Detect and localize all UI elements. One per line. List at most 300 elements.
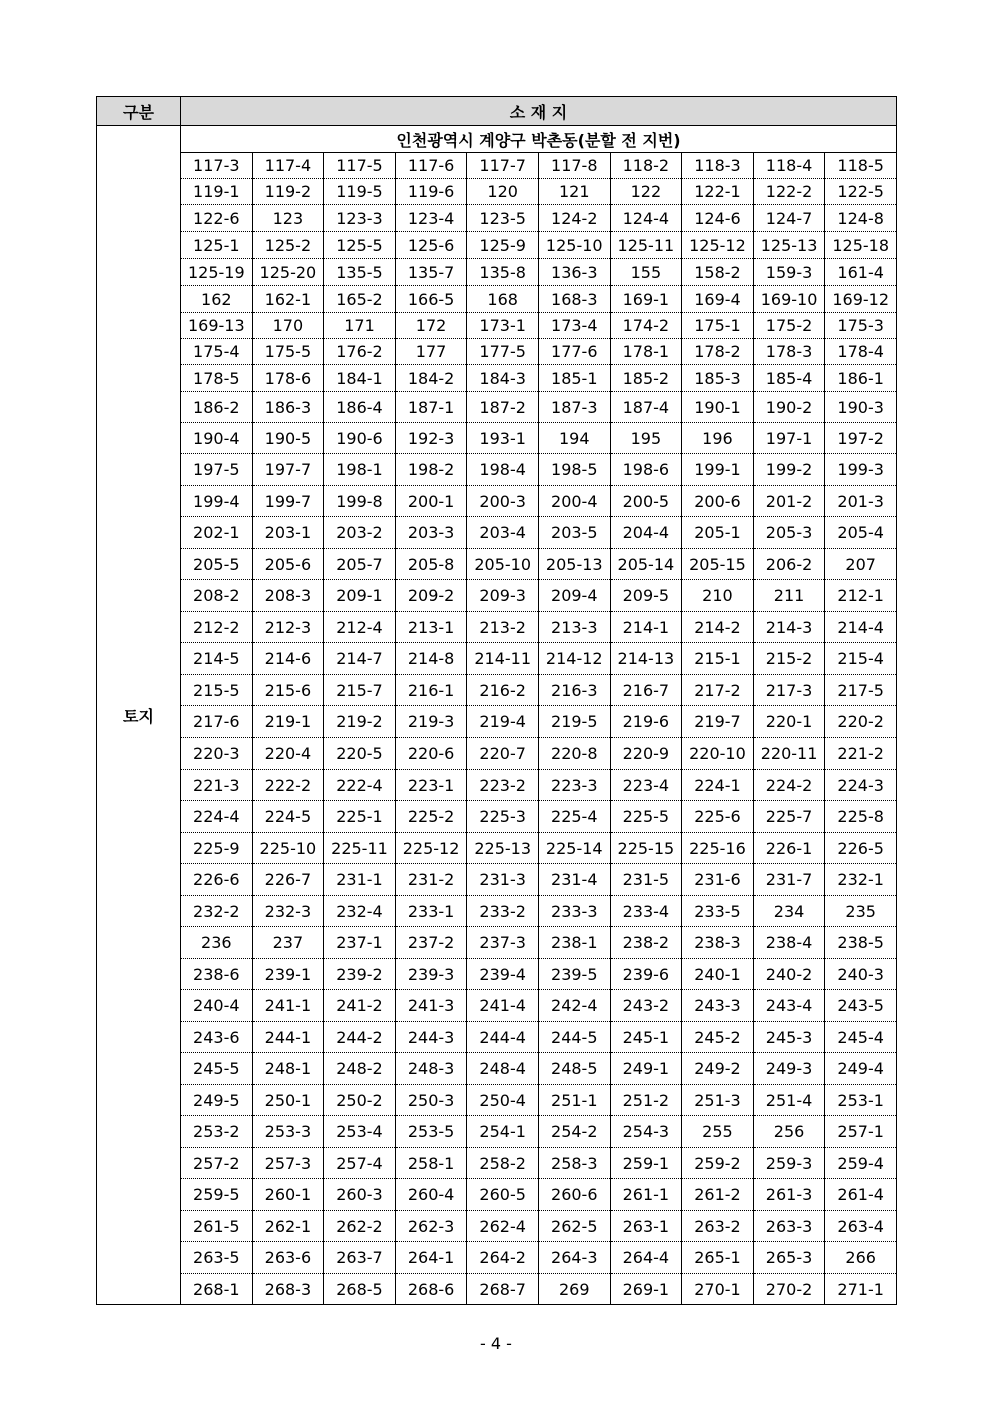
parcel-number-cell: 203-4 bbox=[467, 517, 539, 549]
parcel-number-cell: 251-4 bbox=[753, 1085, 825, 1116]
parcel-number-cell: 214-11 bbox=[467, 643, 539, 675]
parcel-number-cell: 136-3 bbox=[538, 259, 610, 286]
parcel-number-cell: 203-2 bbox=[324, 517, 396, 549]
parcel-number-cell: 213-1 bbox=[395, 612, 467, 643]
parcel-number-cell: 214-12 bbox=[538, 643, 610, 675]
parcel-number-cell: 212-1 bbox=[825, 580, 897, 612]
parcel-number-cell: 225-7 bbox=[753, 801, 825, 833]
parcel-number-cell: 216-2 bbox=[467, 675, 539, 706]
parcel-number-cell: 225-10 bbox=[252, 833, 324, 864]
parcel-number-cell: 271-1 bbox=[825, 1274, 897, 1305]
parcel-number-cell: 265-1 bbox=[682, 1242, 754, 1274]
parcel-number-cell: 225-14 bbox=[538, 833, 610, 864]
parcel-number-cell: 203-1 bbox=[252, 517, 324, 549]
parcel-number-cell: 232-1 bbox=[825, 864, 897, 896]
parcel-number-cell: 238-5 bbox=[825, 927, 897, 959]
parcel-number-cell: 237 bbox=[252, 927, 324, 959]
parcel-number-cell: 177-5 bbox=[467, 339, 539, 365]
parcel-number-cell: 231-7 bbox=[753, 864, 825, 896]
parcel-number-cell: 223-2 bbox=[467, 770, 539, 801]
parcel-number-cell: 124-8 bbox=[825, 205, 897, 232]
parcel-number-cell: 208-3 bbox=[252, 580, 324, 612]
parcel-number-cell: 243-3 bbox=[682, 990, 754, 1022]
parcel-number-cell: 243-5 bbox=[825, 990, 897, 1022]
parcel-number-cell: 216-7 bbox=[610, 675, 682, 706]
parcel-number-cell: 135-8 bbox=[467, 259, 539, 286]
parcel-number-cell: 124-6 bbox=[682, 205, 754, 232]
parcel-number-cell: 177 bbox=[395, 339, 467, 365]
parcel-number-cell: 184-3 bbox=[467, 365, 539, 392]
parcel-number-cell: 259-5 bbox=[181, 1179, 253, 1211]
table-row bbox=[97, 833, 897, 864]
parcel-number-cell: 178-3 bbox=[753, 339, 825, 365]
parcel-number-cell: 186-2 bbox=[181, 392, 253, 423]
parcel-number-cell: 261-2 bbox=[682, 1179, 754, 1211]
table-row bbox=[97, 1053, 897, 1085]
parcel-number-cell: 190-2 bbox=[753, 392, 825, 423]
parcel-number-cell: 185-3 bbox=[682, 365, 754, 392]
parcel-number-cell: 123-3 bbox=[324, 205, 396, 232]
parcel-number-cell: 245-2 bbox=[682, 1022, 754, 1053]
parcel-number-cell: 119-2 bbox=[252, 179, 324, 205]
parcel-number-cell: 209-4 bbox=[538, 580, 610, 612]
table-row bbox=[97, 1274, 897, 1305]
parcel-number-cell: 178-6 bbox=[252, 365, 324, 392]
parcel-number-cell: 203-5 bbox=[538, 517, 610, 549]
parcel-number-cell: 217-3 bbox=[753, 675, 825, 706]
parcel-number-cell: 216-3 bbox=[538, 675, 610, 706]
parcel-number-cell: 239-1 bbox=[252, 959, 324, 990]
parcel-number-cell: 248-4 bbox=[467, 1053, 539, 1085]
parcel-number-cell: 178-1 bbox=[610, 339, 682, 365]
parcel-number-cell: 168-3 bbox=[538, 286, 610, 313]
parcel-number-cell: 173-4 bbox=[538, 313, 610, 339]
parcel-number-cell: 225-12 bbox=[395, 833, 467, 864]
parcel-number-cell: 253-5 bbox=[395, 1116, 467, 1148]
parcel-number-cell: 205-13 bbox=[538, 549, 610, 580]
parcel-number-cell: 261-1 bbox=[610, 1179, 682, 1211]
parcel-number-cell: 225-6 bbox=[682, 801, 754, 833]
parcel-number-cell: 249-1 bbox=[610, 1053, 682, 1085]
parcel-number-cell: 259-2 bbox=[682, 1148, 754, 1179]
parcel-number-cell: 185-2 bbox=[610, 365, 682, 392]
parcel-number-cell: 168 bbox=[467, 286, 539, 313]
parcel-number-cell: 224-5 bbox=[252, 801, 324, 833]
parcel-number-cell: 224-3 bbox=[825, 770, 897, 801]
parcel-number-cell: 203-3 bbox=[395, 517, 467, 549]
parcel-number-cell: 215-7 bbox=[324, 675, 396, 706]
parcel-number-cell: 239-5 bbox=[538, 959, 610, 990]
parcel-number-cell: 262-1 bbox=[252, 1211, 324, 1242]
parcel-number-cell: 258-1 bbox=[395, 1148, 467, 1179]
parcel-number-cell: 244-1 bbox=[252, 1022, 324, 1053]
table-row bbox=[97, 643, 897, 675]
parcel-number-cell: 205-6 bbox=[252, 549, 324, 580]
parcel-number-cell: 238-4 bbox=[753, 927, 825, 959]
parcel-number-cell: 263-5 bbox=[181, 1242, 253, 1274]
table-row bbox=[97, 153, 897, 179]
parcel-number-cell: 199-3 bbox=[825, 454, 897, 486]
parcel-number-cell: 122 bbox=[610, 179, 682, 205]
parcel-number-cell: 248-3 bbox=[395, 1053, 467, 1085]
parcel-number-cell: 125-11 bbox=[610, 232, 682, 259]
table-row bbox=[97, 339, 897, 365]
parcel-number-cell: 237-1 bbox=[324, 927, 396, 959]
parcel-number-cell: 200-4 bbox=[538, 486, 610, 517]
parcel-number-cell: 219-1 bbox=[252, 706, 324, 738]
table-row bbox=[97, 990, 897, 1022]
parcel-number-cell: 205-7 bbox=[324, 549, 396, 580]
parcel-number-cell: 270-2 bbox=[753, 1274, 825, 1305]
parcel-number-cell: 200-1 bbox=[395, 486, 467, 517]
parcel-number-cell: 268-6 bbox=[395, 1274, 467, 1305]
parcel-number-cell: 169-4 bbox=[682, 286, 754, 313]
parcel-number-cell: 190-1 bbox=[682, 392, 754, 423]
parcel-number-cell: 253-2 bbox=[181, 1116, 253, 1148]
table-row bbox=[97, 392, 897, 423]
parcel-number-cell: 219-3 bbox=[395, 706, 467, 738]
parcel-number-cell: 237-3 bbox=[467, 927, 539, 959]
table-row bbox=[97, 1211, 897, 1242]
parcel-number-cell: 178-2 bbox=[682, 339, 754, 365]
parcel-number-cell: 198-2 bbox=[395, 454, 467, 486]
parcel-number-cell: 219-7 bbox=[682, 706, 754, 738]
parcel-number-cell: 251-3 bbox=[682, 1085, 754, 1116]
parcel-number-cell: 175-3 bbox=[825, 313, 897, 339]
parcel-number-cell: 238-1 bbox=[538, 927, 610, 959]
parcel-number-cell: 245-4 bbox=[825, 1022, 897, 1053]
table-row bbox=[97, 313, 897, 339]
parcel-number-cell: 239-3 bbox=[395, 959, 467, 990]
parcel-number-cell: 245-3 bbox=[753, 1022, 825, 1053]
parcel-number-cell: 209-3 bbox=[467, 580, 539, 612]
parcel-number-cell: 200-3 bbox=[467, 486, 539, 517]
parcel-number-cell: 197-1 bbox=[753, 423, 825, 454]
parcel-number-cell: 221-3 bbox=[181, 770, 253, 801]
table-row bbox=[97, 706, 897, 738]
parcel-number-cell: 224-4 bbox=[181, 801, 253, 833]
parcel-number-cell: 125-19 bbox=[181, 259, 253, 286]
parcel-number-cell: 135-7 bbox=[395, 259, 467, 286]
parcel-number-cell: 122-6 bbox=[181, 205, 253, 232]
parcel-number-cell: 214-5 bbox=[181, 643, 253, 675]
parcel-number-cell: 205-14 bbox=[610, 549, 682, 580]
parcel-number-cell: 241-4 bbox=[467, 990, 539, 1022]
parcel-number-cell: 161-4 bbox=[825, 259, 897, 286]
parcel-number-cell: 159-3 bbox=[753, 259, 825, 286]
parcel-number-cell: 190-3 bbox=[825, 392, 897, 423]
parcel-number-cell: 123-4 bbox=[395, 205, 467, 232]
header-row bbox=[97, 97, 897, 126]
parcel-number-cell: 171 bbox=[324, 313, 396, 339]
parcel-number-cell: 175-2 bbox=[753, 313, 825, 339]
parcel-number-cell: 175-4 bbox=[181, 339, 253, 365]
parcel-number-cell: 270-1 bbox=[682, 1274, 754, 1305]
parcel-number-cell: 232-3 bbox=[252, 896, 324, 927]
parcel-number-cell: 214-6 bbox=[252, 643, 324, 675]
parcel-number-cell: 219-4 bbox=[467, 706, 539, 738]
parcel-number-cell: 199-1 bbox=[682, 454, 754, 486]
parcel-number-cell: 120 bbox=[467, 179, 539, 205]
table-row bbox=[97, 1148, 897, 1179]
parcel-number-cell: 214-8 bbox=[395, 643, 467, 675]
parcel-number-cell: 253-3 bbox=[252, 1116, 324, 1148]
parcel-number-cell: 244-2 bbox=[324, 1022, 396, 1053]
parcel-number-cell: 220-11 bbox=[753, 738, 825, 770]
parcel-number-cell: 243-6 bbox=[181, 1022, 253, 1053]
parcel-number-cell: 169-10 bbox=[753, 286, 825, 313]
parcel-number-cell: 240-2 bbox=[753, 959, 825, 990]
parcel-number-cell: 187-2 bbox=[467, 392, 539, 423]
parcel-number-cell: 226-1 bbox=[753, 833, 825, 864]
table-row bbox=[97, 738, 897, 770]
parcel-number-cell: 118-2 bbox=[610, 153, 682, 179]
parcel-number-cell: 212-2 bbox=[181, 612, 253, 643]
parcel-number-cell: 219-2 bbox=[324, 706, 396, 738]
parcel-number-cell: 212-3 bbox=[252, 612, 324, 643]
parcel-number-cell: 117-4 bbox=[252, 153, 324, 179]
parcel-number-cell: 234 bbox=[753, 896, 825, 927]
parcel-number-cell: 117-5 bbox=[324, 153, 396, 179]
parcel-number-cell: 172 bbox=[395, 313, 467, 339]
table-row bbox=[97, 1085, 897, 1116]
section-title: 인천광역시 계양구 박촌동(분할 전 지번) bbox=[181, 126, 897, 153]
parcel-number-cell: 198-1 bbox=[324, 454, 396, 486]
parcel-number-cell: 217-5 bbox=[825, 675, 897, 706]
parcel-number-cell: 186-1 bbox=[825, 365, 897, 392]
parcel-number-cell: 197-2 bbox=[825, 423, 897, 454]
parcel-number-cell: 197-5 bbox=[181, 454, 253, 486]
parcel-number-cell: 213-2 bbox=[467, 612, 539, 643]
parcel-number-cell: 257-4 bbox=[324, 1148, 396, 1179]
parcel-number-cell: 196 bbox=[682, 423, 754, 454]
parcel-number-cell: 254-3 bbox=[610, 1116, 682, 1148]
parcel-number-cell: 241-1 bbox=[252, 990, 324, 1022]
parcel-number-cell: 248-1 bbox=[252, 1053, 324, 1085]
table-row bbox=[97, 205, 897, 232]
parcel-number-cell: 223-4 bbox=[610, 770, 682, 801]
table-row bbox=[97, 896, 897, 927]
parcel-number-cell: 233-4 bbox=[610, 896, 682, 927]
parcel-number-cell: 202-1 bbox=[181, 517, 253, 549]
parcel-number-cell: 174-2 bbox=[610, 313, 682, 339]
parcel-number-cell: 125-13 bbox=[753, 232, 825, 259]
parcel-number-cell: 178-5 bbox=[181, 365, 253, 392]
parcel-number-cell: 117-8 bbox=[538, 153, 610, 179]
parcel-number-cell: 224-2 bbox=[753, 770, 825, 801]
parcel-number-cell: 225-3 bbox=[467, 801, 539, 833]
parcel-number-cell: 240-1 bbox=[682, 959, 754, 990]
parcel-number-cell: 250-2 bbox=[324, 1085, 396, 1116]
parcel-number-cell: 245-5 bbox=[181, 1053, 253, 1085]
parcel-number-cell: 225-13 bbox=[467, 833, 539, 864]
parcel-number-cell: 214-13 bbox=[610, 643, 682, 675]
table-row bbox=[97, 1242, 897, 1274]
parcel-number-cell: 212-4 bbox=[324, 612, 396, 643]
table-row bbox=[97, 517, 897, 549]
parcel-number-cell: 123 bbox=[252, 205, 324, 232]
parcel-number-cell: 158-2 bbox=[682, 259, 754, 286]
parcel-number-cell: 232-2 bbox=[181, 896, 253, 927]
parcel-number-cell: 222-4 bbox=[324, 770, 396, 801]
parcel-number-cell: 226-7 bbox=[252, 864, 324, 896]
parcel-number-cell: 190-5 bbox=[252, 423, 324, 454]
parcel-number-cell: 231-4 bbox=[538, 864, 610, 896]
parcel-number-cell: 266 bbox=[825, 1242, 897, 1274]
parcel-number-cell: 260-3 bbox=[324, 1179, 396, 1211]
parcel-number-cell: 250-4 bbox=[467, 1085, 539, 1116]
parcel-number-cell: 237-2 bbox=[395, 927, 467, 959]
parcel-number-cell: 225-8 bbox=[825, 801, 897, 833]
parcel-number-cell: 238-6 bbox=[181, 959, 253, 990]
parcel-number-cell: 215-2 bbox=[753, 643, 825, 675]
parcel-number-cell: 175-5 bbox=[252, 339, 324, 365]
parcel-number-cell: 198-6 bbox=[610, 454, 682, 486]
parcel-number-cell: 169-12 bbox=[825, 286, 897, 313]
parcel-number-cell: 199-8 bbox=[324, 486, 396, 517]
parcel-number-cell: 260-5 bbox=[467, 1179, 539, 1211]
parcel-number-cell: 220-3 bbox=[181, 738, 253, 770]
parcel-number-cell: 186-4 bbox=[324, 392, 396, 423]
parcel-number-cell: 261-3 bbox=[753, 1179, 825, 1211]
table-row bbox=[97, 179, 897, 205]
parcel-number-cell: 123-5 bbox=[467, 205, 539, 232]
table-row bbox=[97, 612, 897, 643]
table-row bbox=[97, 365, 897, 392]
table-row bbox=[97, 770, 897, 801]
parcel-number-cell: 263-4 bbox=[825, 1211, 897, 1242]
parcel-number-cell: 200-5 bbox=[610, 486, 682, 517]
parcel-number-cell: 264-2 bbox=[467, 1242, 539, 1274]
parcel-number-cell: 217-6 bbox=[181, 706, 253, 738]
parcel-number-cell: 240-3 bbox=[825, 959, 897, 990]
parcel-number-cell: 241-2 bbox=[324, 990, 396, 1022]
parcel-number-cell: 210 bbox=[682, 580, 754, 612]
parcel-number-cell: 199-2 bbox=[753, 454, 825, 486]
parcel-number-cell: 225-2 bbox=[395, 801, 467, 833]
parcel-number-cell: 253-4 bbox=[324, 1116, 396, 1148]
parcel-number-cell: 258-2 bbox=[467, 1148, 539, 1179]
parcel-number-cell: 214-3 bbox=[753, 612, 825, 643]
parcel-number-cell: 125-18 bbox=[825, 232, 897, 259]
table-row bbox=[97, 580, 897, 612]
parcel-number-cell: 225-9 bbox=[181, 833, 253, 864]
parcel-number-cell: 195 bbox=[610, 423, 682, 454]
parcel-number-cell: 222-2 bbox=[252, 770, 324, 801]
parcel-number-cell: 253-1 bbox=[825, 1085, 897, 1116]
parcel-number-cell: 122-1 bbox=[682, 179, 754, 205]
parcel-number-cell: 190-6 bbox=[324, 423, 396, 454]
parcel-number-cell: 125-20 bbox=[252, 259, 324, 286]
parcel-number-cell: 214-7 bbox=[324, 643, 396, 675]
parcel-number-cell: 205-15 bbox=[682, 549, 754, 580]
parcel-number-cell: 223-3 bbox=[538, 770, 610, 801]
table-row bbox=[97, 959, 897, 990]
parcel-number-cell: 206-2 bbox=[753, 549, 825, 580]
parcel-number-cell: 262-5 bbox=[538, 1211, 610, 1242]
parcel-number-cell: 258-3 bbox=[538, 1148, 610, 1179]
parcel-number-cell: 125-2 bbox=[252, 232, 324, 259]
parcel-number-cell: 231-3 bbox=[467, 864, 539, 896]
parcel-number-cell: 239-4 bbox=[467, 959, 539, 990]
parcel-number-cell: 217-2 bbox=[682, 675, 754, 706]
parcel-number-cell: 205-4 bbox=[825, 517, 897, 549]
category-header: 구분 bbox=[97, 97, 181, 126]
parcel-number-cell: 220-7 bbox=[467, 738, 539, 770]
parcel-number-cell: 118-3 bbox=[682, 153, 754, 179]
parcel-number-cell: 122-5 bbox=[825, 179, 897, 205]
parcel-number-cell: 231-5 bbox=[610, 864, 682, 896]
parcel-number-cell: 225-11 bbox=[324, 833, 396, 864]
parcel-number-cell: 224-1 bbox=[682, 770, 754, 801]
parcel-number-cell: 155 bbox=[610, 259, 682, 286]
parcel-number-cell: 239-6 bbox=[610, 959, 682, 990]
parcel-number-cell: 261-4 bbox=[825, 1179, 897, 1211]
parcel-number-cell: 263-2 bbox=[682, 1211, 754, 1242]
parcel-number-cell: 162 bbox=[181, 286, 253, 313]
parcel-number-cell: 178-4 bbox=[825, 339, 897, 365]
location-header: 소 재 지 bbox=[181, 97, 897, 126]
parcel-number-cell: 225-16 bbox=[682, 833, 754, 864]
parcel-number-cell: 214-4 bbox=[825, 612, 897, 643]
parcel-number-cell: 117-7 bbox=[467, 153, 539, 179]
parcel-number-cell: 244-3 bbox=[395, 1022, 467, 1053]
table-row bbox=[97, 232, 897, 259]
parcel-number-cell: 173-1 bbox=[467, 313, 539, 339]
page-number: - 4 - bbox=[480, 1334, 512, 1353]
parcel-number-cell: 125-9 bbox=[467, 232, 539, 259]
parcel-number-cell: 257-2 bbox=[181, 1148, 253, 1179]
parcel-number-cell: 207 bbox=[825, 549, 897, 580]
parcel-number-cell: 124-4 bbox=[610, 205, 682, 232]
parcel-number-cell: 260-1 bbox=[252, 1179, 324, 1211]
table-row bbox=[97, 1179, 897, 1211]
parcel-number-cell: 205-1 bbox=[682, 517, 754, 549]
parcel-number-cell: 231-2 bbox=[395, 864, 467, 896]
parcel-number-cell: 226-6 bbox=[181, 864, 253, 896]
parcel-number-cell: 220-2 bbox=[825, 706, 897, 738]
parcel-number-cell: 249-4 bbox=[825, 1053, 897, 1085]
parcel-number-cell: 216-1 bbox=[395, 675, 467, 706]
parcel-number-cell: 220-4 bbox=[252, 738, 324, 770]
table-row bbox=[97, 423, 897, 454]
parcel-number-cell: 236 bbox=[181, 927, 253, 959]
parcel-number-cell: 176-2 bbox=[324, 339, 396, 365]
parcel-number-cell: 259-1 bbox=[610, 1148, 682, 1179]
parcel-number-cell: 125-6 bbox=[395, 232, 467, 259]
parcel-number-cell: 268-3 bbox=[252, 1274, 324, 1305]
parcel-number-cell: 250-3 bbox=[395, 1085, 467, 1116]
parcel-number-cell: 193-1 bbox=[467, 423, 539, 454]
parcel-number-cell: 215-6 bbox=[252, 675, 324, 706]
parcel-number-cell: 166-5 bbox=[395, 286, 467, 313]
parcel-number-cell: 259-4 bbox=[825, 1148, 897, 1179]
parcel-number-cell: 214-1 bbox=[610, 612, 682, 643]
parcel-number-cell: 255 bbox=[682, 1116, 754, 1148]
table-row bbox=[97, 1022, 897, 1053]
table-row bbox=[97, 259, 897, 286]
parcel-number-cell: 135-5 bbox=[324, 259, 396, 286]
parcel-number-cell: 251-2 bbox=[610, 1085, 682, 1116]
parcel-number-cell: 187-4 bbox=[610, 392, 682, 423]
parcel-number-cell: 265-3 bbox=[753, 1242, 825, 1274]
parcel-number-cell: 215-1 bbox=[682, 643, 754, 675]
table-row bbox=[97, 286, 897, 313]
parcel-number-cell: 215-4 bbox=[825, 643, 897, 675]
parcel-number-cell: 220-8 bbox=[538, 738, 610, 770]
parcel-number-cell: 220-9 bbox=[610, 738, 682, 770]
parcel-number-cell: 170 bbox=[252, 313, 324, 339]
